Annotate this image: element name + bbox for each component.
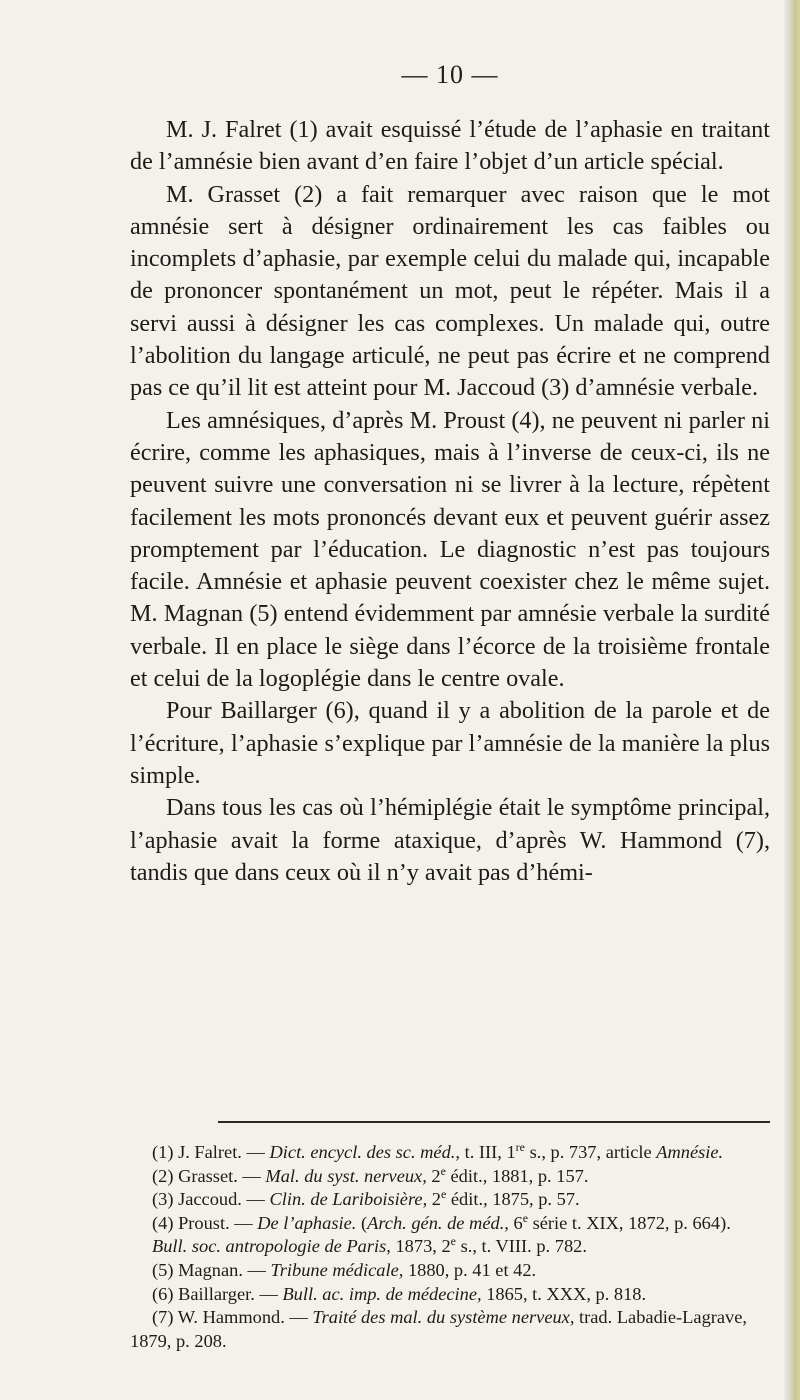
paragraph-5: Dans tous les cas où l’hémiplégie était le symptôme principal, l’aphasie avait la forme ataxique, d’après W. Hammond (7), tandis que dans ceux où il n’y avait pas d’hémi-: [130, 794, 770, 886]
footnote-detail: édit., 1881, p. 157.: [445, 1165, 589, 1186]
footnote-superscript: e: [440, 1163, 446, 1178]
footnote-detail: s., p. 737, article: [524, 1142, 657, 1162]
footnote-number: (5): [152, 1259, 174, 1280]
footnote-separator: —: [241, 1142, 270, 1162]
footnote-work: Bull. soc. antropologie de Paris,: [152, 1236, 391, 1257]
footnote-7: [130, 1306, 770, 1353]
footnote-work: Clin. de Lariboisière,: [269, 1189, 428, 1210]
footnote-superscript: e: [440, 1187, 447, 1202]
footnote-detail: s., t. VIII. p. 782.: [455, 1236, 587, 1257]
footnote-author: Grasset.: [178, 1165, 238, 1186]
paragraph-4: Pour Baillarger (6), quand il y a abolition de la parole et de l’écriture, l’aphasie s’explique par l’amnésie de la manière la plus simple.: [130, 697, 770, 789]
footnote-detail: 2: [426, 1165, 441, 1186]
footnote-superscript: e: [522, 1210, 529, 1225]
footnote-work: Mal. du syst. nerveux,: [265, 1165, 427, 1186]
footnote-superscript: re: [515, 1139, 525, 1154]
footnote-4: [130, 1212, 770, 1236]
paragraph-3: Les amnésiques, d’après M. Proust (4), ne peuvent ni parler ni écrire, comme les aphasiques, mais à l’inverse de ceux-ci, ils ne peuvent suivre une conversation ni se livrer à la lecture, répètent facilement les mots prononcés devant eux et peuvent guérir assez promptement par l’éducation. Le diagnostic n’est pas toujours facile. Amnésie et aphasie peuvent coexister chez le même sujet. M. Magnan (5) entend évidemment par amnésie verbale la surdité verbale. Il en place le siège dans l’écorce de la troisième frontale et celui de la logoplégie dans le centre ovale.: [130, 406, 770, 693]
body-text: [130, 114, 770, 889]
footnote-work: Traité des mal. du système nerveux,: [312, 1307, 575, 1328]
footnote-detail: 6: [508, 1212, 523, 1233]
footnote-1: [130, 1141, 770, 1165]
footnote-3: [130, 1188, 770, 1212]
footnote-separator: —: [237, 1165, 266, 1186]
footnote-detail: t. III, 1: [460, 1142, 516, 1162]
footnote-author: Magnan.: [178, 1259, 243, 1280]
footnote-number: (7): [152, 1307, 174, 1328]
footnote-author: J. Falret.: [178, 1142, 242, 1162]
footnote-separator: —: [242, 1259, 271, 1280]
footnote-work: Dict. encycl. des sc. méd.,: [269, 1142, 460, 1162]
footnote-separator: —: [284, 1307, 313, 1328]
footnote-6: [130, 1283, 770, 1307]
page-edge-shadow: [784, 0, 800, 1400]
footnote-separator: —: [254, 1283, 283, 1304]
paragraph-1: M. J. Falret (1) avait esquissé l’étude de l’aphasie en traitant de l’amnésie bien avant d’en faire l’objet d’un article spécial.: [130, 116, 770, 176]
footnote-detail: trad. Labadie-Lagrave, 1879, p. 208.: [130, 1307, 748, 1351]
footnote-number: (3): [152, 1189, 174, 1210]
footnote-superscript: e: [450, 1234, 456, 1249]
footnote-work: Amnésie.: [656, 1142, 724, 1162]
footnote-detail: (: [356, 1212, 368, 1233]
footnote-number: (6): [152, 1283, 174, 1304]
footnote-detail: 1880, p. 41 et 42.: [403, 1259, 537, 1280]
footnote-separator: —: [229, 1212, 258, 1233]
footnote-4-continued: [130, 1235, 770, 1259]
page-number: — 10 —: [401, 60, 499, 89]
footnote-detail: 1865, t. XXX, p. 818.: [481, 1283, 647, 1304]
footnote-author: W. Hammond.: [177, 1307, 285, 1328]
footnote-5: [130, 1259, 770, 1283]
footnote-work: Arch. gén. de méd.,: [367, 1212, 509, 1233]
footnote-number: (2): [152, 1165, 174, 1186]
footnote-author: Proust.: [178, 1212, 230, 1233]
footnote-detail: série t. XIX, 1872, p. 664).: [528, 1212, 731, 1233]
footnote-number: (1): [152, 1142, 174, 1162]
footnote-detail: 2: [427, 1189, 441, 1210]
footnote-divider: [218, 1121, 770, 1123]
footnote-author: Baillarger.: [178, 1283, 255, 1304]
footnote-2: [130, 1165, 770, 1189]
footnote-work: Bull. ac. imp. de médecine,: [282, 1283, 482, 1304]
footnote-number: (4): [152, 1212, 174, 1233]
footnotes: [130, 1141, 770, 1353]
footnote-work: Tribune médicale,: [270, 1259, 404, 1280]
footnote-separator: —: [241, 1189, 270, 1210]
footnote-detail: 1873, 2: [390, 1236, 451, 1257]
footnote-detail: édit., 1875, p. 57.: [446, 1189, 580, 1210]
paragraph-2: M. Grasset (2) a fait remarquer avec raison que le mot amnésie sert à désigner ordinairement les cas faibles ou incomplets d’aphasie, par exemple celui du malade qui, incapable de prononcer spontanément un mot, peut le répéter. Mais il a servi aussi à désigner les cas complexes. Un malade qui, outre l’abolition du langage articulé, ne peut pas écrire et ne comprend pas ce qu’il lit est atteint pour M. Jaccoud (3) d’amnésie verbale.: [130, 180, 770, 402]
footnote-work: De l’aphasie.: [257, 1212, 357, 1233]
footnote-author: Jaccoud.: [178, 1189, 242, 1210]
